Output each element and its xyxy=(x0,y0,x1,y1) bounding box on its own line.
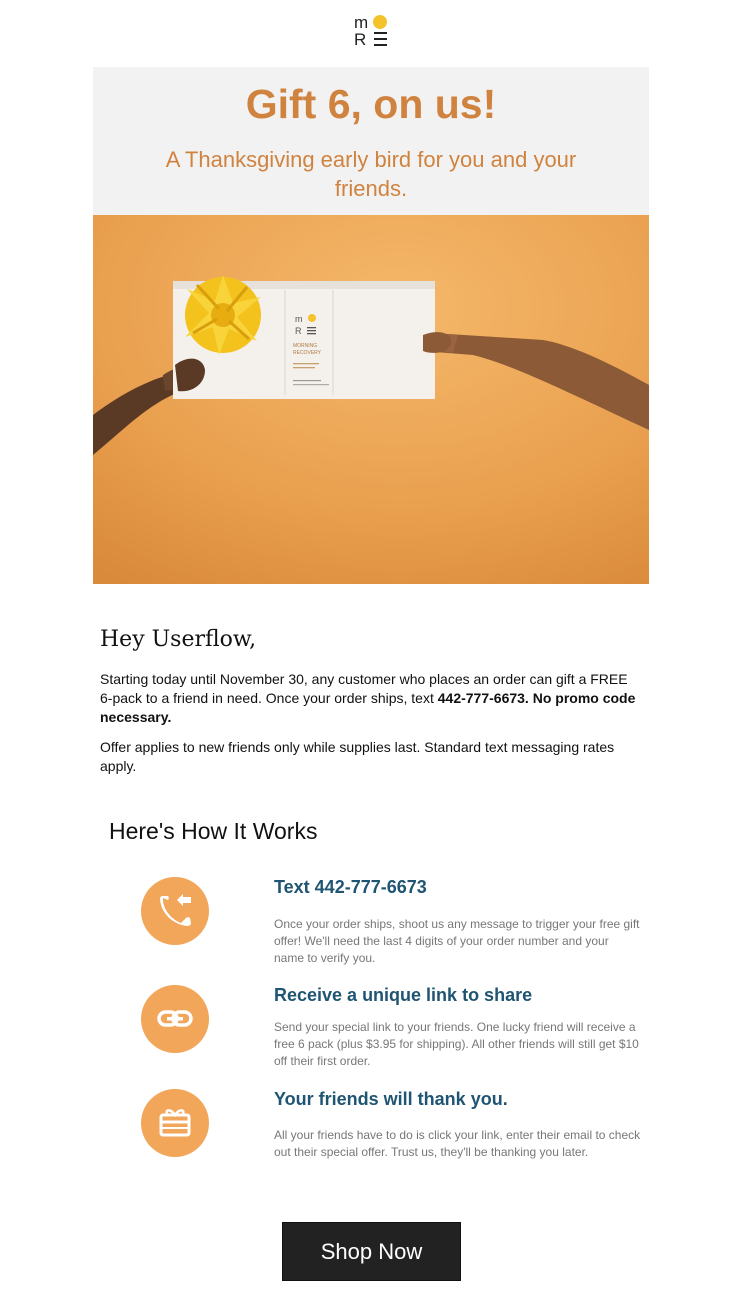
greeting: Hey Userflow, xyxy=(100,627,257,652)
logo-letter-r: R xyxy=(354,30,367,49)
brand-logo[interactable] xyxy=(352,14,392,50)
offer-text: Starting today until November 30, any customer who places an order can gift a FREE 6-pack to a friend in need. Once your order ships, text xyxy=(100,671,628,706)
logo-bars xyxy=(374,32,387,50)
step-2-title: Receive a unique link to share xyxy=(274,985,533,1005)
step-3-title: Your friends will thank you. xyxy=(274,1089,508,1109)
step-3-text: All your friends have to do is click your link, enter their email to check out their special offer. Trust us, they'll be thanking you later. xyxy=(274,1128,641,1159)
hero-subtitle: A Thanksgiving early bird for you and your friends. xyxy=(165,147,577,201)
hero-header xyxy=(93,67,649,215)
hero-image[interactable] xyxy=(93,215,649,584)
logo-dot xyxy=(373,15,387,29)
how-it-works-title: Here's How It Works xyxy=(109,818,318,844)
link-icon xyxy=(141,985,209,1053)
terms-paragraph: Offer applies to new friends only while supplies last. Standard text messaging rates apply. xyxy=(100,739,615,774)
step-1-title: Text 442-777-6673 xyxy=(274,877,427,897)
phone-forward-icon xyxy=(141,877,209,945)
box-label-2: RECOVERY xyxy=(293,350,321,356)
shop-now-button[interactable]: Shop Now xyxy=(282,1222,461,1281)
svg-text:m: m xyxy=(295,314,303,324)
offer-phone-bold: 442-777-6673. No promo code necessary. xyxy=(100,690,636,725)
box-label-1: MORNING xyxy=(293,343,318,349)
step-1-text: Once your order ships, shoot us any message to trigger your free gift offer! We'll need the last 4 digits of your order number and your name to verify you. xyxy=(274,917,640,965)
offer-paragraph xyxy=(100,670,640,727)
hero-title: Gift 6, on us! xyxy=(245,81,497,127)
svg-text:R: R xyxy=(295,326,302,336)
logo-letter-m: m xyxy=(354,13,369,32)
step-2-text: Send your special link to your friends. One lucky friend will receive a free 6 pack (plus $3.95 for shipping). All other friends will still get $10 off their first order. xyxy=(274,1020,639,1068)
gift-card-icon xyxy=(141,1089,209,1157)
